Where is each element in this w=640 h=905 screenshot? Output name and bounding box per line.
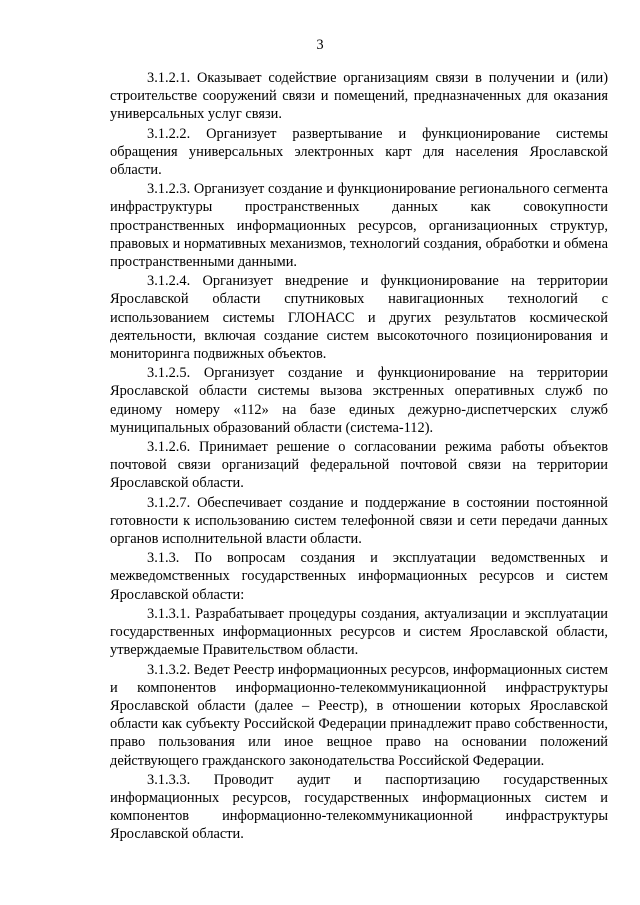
paragraph-3-1-3-3: 3.1.3.3. Проводит аудит и паспортизацию государственных информационных ресурсов, государственных информационных систем и компонентов информационно-телекоммуникационной инфраструктуры Ярославской области. [110, 771, 608, 843]
paragraph-3-1-3: 3.1.3. По вопросам создания и эксплуатации ведомственных и межведомственных государственных информационных ресурсов и систем Ярославской области: [110, 550, 608, 603]
paragraph-3-1-2-5: 3.1.2.5. Организует создание и функционирование на территории Ярославской области системы вызова экстренных оперативных служб по единому номеру «112» на базе единых дежурно-диспетчерских служб муниципальных образований области (система-112). [110, 365, 608, 436]
paragraph-3-1-2-7: 3.1.2.7. Обеспечивает создание и поддержание в состоянии постоянной готовности к использованию систем телефонной связи и сети передачи данных органов исполнительной власти области. [110, 494, 608, 548]
paragraph-3-1-2-2: 3.1.2.2. Организует развертывание и функционирование системы обращения универсальных электронных карт для населения Ярославской области. [110, 125, 608, 179]
paragraph-3-1-2-4: 3.1.2.4. Организует внедрение и функционирование на территории Ярославской области спутниковых навигационных технологий с использованием системы ГЛОНАСС и других результатов космической деятельности, включая создание систем высокоточного позиционирования и мониторинга подвижных объектов. [110, 273, 608, 363]
paragraph-3-1-3-2: 3.1.3.2. Ведет Реестр информационных ресурсов, информационных систем и компонентов информационно-телекоммуникационной инфраструктуры Ярославской области (далее – Реестр), в отношении которых Ярославской области как субъекту Российской Федерации принадлежит право собственности, право пользования или иное вещное право на основании положений действующего гражданского законодательства Российской Федерации. [110, 661, 608, 769]
paragraph-3-1-2-6: 3.1.2.6. Принимает решение о согласовании режима работы объектов почтовой связи организаций федеральной почтовой связи на территории Ярославской области. [110, 439, 608, 492]
paragraph-3-1-3-1: 3.1.3.1. Разрабатывает процедуры создания, актуализации и эксплуатации государственных информационных ресурсов и систем Ярославской области, утверждаемые Правительством области. [110, 605, 608, 659]
paragraph-3-1-2-1: 3.1.2.1. Оказывает содействие организациям связи в получении и (или) строительстве сооружений связи и помещений, предназначенных для оказания универсальных услуг связи. [110, 70, 608, 123]
paragraph-3-1-2-3: 3.1.2.3. Организует создание и функционирование регионального сегмента инфраструктуры пространственных данных как совокупности пространственных информационных ресурсов, организационных структур, правовых и нормативных механизмов, технологий создания, обработки и обмена пространственными данными. [110, 181, 608, 271]
document-body [110, 69, 608, 845]
page-number: 3 [316, 37, 324, 53]
